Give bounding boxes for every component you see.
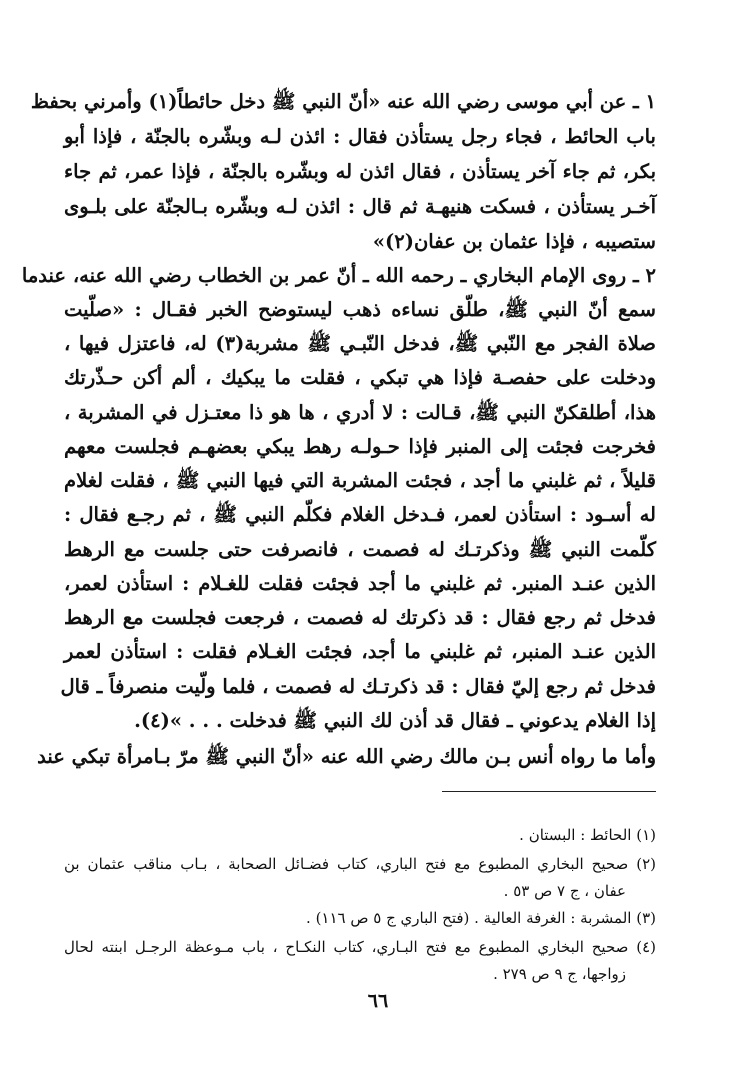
body-line: بكر، ثم جاء آخر يستأذن ، فقال ائذن له وبشّره بالجنّة ، فإذا عمر، ثم جاء (64, 160, 656, 183)
footnote-continuation: زواجها، ج ٩ ص ٢٧٩ . (493, 965, 626, 983)
body-line: وأما ما رواه أنس بـن مالك رضي الله عنه «أنّ النبي ﷺ مرّ بـامرأة تبكي عند (37, 745, 656, 768)
body-line: فدخل ثم رجع فقال : قد ذكرتك له فصمت ، فرجعت فجلست مع الرهط (64, 606, 656, 629)
footnote: (٤) صحيح البخاري المطبوع مع فتح البـاري، كتاب النكـاح ، باب مـوعظة الرجـل ابنته لحال (64, 938, 656, 956)
body-line: آخـر يستأذن ، فسكت هنيهـة ثم قال : ائذن لـه وبشّره بـالجنّة على بلـوى (64, 195, 656, 218)
body-line: الذين عنـد المنبر. ثم غلبني ما أجد فجئت فقلت للغـلام : استأذن لعمر، (64, 572, 656, 595)
footnote: (٢) صحيح البخاري المطبوع مع فتح الباري، كتاب فضـائل الصحابة ، بـاب مناقب عثمان بن (64, 855, 656, 873)
body-line: صلاة الفجر مع النّبي ﷺ، فدخل النّبـي ﷺ مشربة(٣) له، فاعتزل فيها ، (64, 332, 656, 355)
body-line: ٢ ـ روى الإمام البخاري ـ رحمه الله ـ أنّ عمر بن الخطاب رضي الله عنه، عندما (21, 264, 656, 287)
body-line: فخرجت فجئت إلى المنبر فإذا حـولـه رهط يبكي بعضهـم فجلست معهم (64, 435, 656, 458)
body-line: إذا الغلام يدعوني ـ فقال قد أذن لك النبي ﷺ فدخلت . . . »(٤). (134, 709, 656, 732)
footnote-divider (442, 791, 656, 792)
body-line: له أسـود : استأذن لعمر، فـدخل الغلام فكلّم النبي ﷺ ، ثم رجـع فقال : (64, 503, 656, 526)
body-line: ودخلت على حفصـة فإذا هي تبكي ، فقلت ما يبكيك ، ألم أكن حـذّرتك (64, 366, 656, 389)
footnote: (٣) المشربة : الغرفة العالية . (فتح الباري ج ٥ ص ١١٦) . (306, 909, 656, 927)
body-line: ١ ـ عن أبي موسى رضي الله عنه «أنّ النبي ﷺ دخل حائطاً(١) وأمرني بحفظ (30, 90, 656, 113)
body-line: فدخل ثم رجع إليّ فقال : قد ذكرتـك له فصمت ، فلما ولّيت منصرفاً ـ قال (60, 675, 656, 698)
body-line: كلّمت النبي ﷺ وذكرتـك له فصمت ، فانصرفت حتى جلست مع الرهط (64, 538, 656, 561)
body-line: سمع أنّ النبي ﷺ، طلّق نساءه ذهب ليستوضح الخبر فقـال : «صلّيت (64, 298, 656, 321)
body-line: باب الحائط ، فجاء رجل يستأذن فقال : ائذن لـه وبشّره بالجنّة ، فإذا أبو (64, 125, 656, 148)
page-number: ٦٦ (367, 990, 389, 1012)
body-line: قليلاً ، ثم غلبني ما أجد ، فجئت المشربة التي فيها النبي ﷺ ، فقلت لغلام (64, 469, 656, 492)
body-line: الذين عنـد المنبر، ثم غلبني ما أجد، فجئت الغـلام فقلت : استأذن لعمر (64, 640, 656, 663)
footnote: (١) الحائط : البستان . (519, 826, 656, 844)
body-line: ستصيبه ، فإذا عثمان بن عفان(٢)» (372, 230, 656, 253)
body-line: هذا، أطلقكنّ النبي ﷺ، قـالت : لا أدري ، ها هو ذا معتـزل في المشربة ، (64, 401, 656, 424)
footnote-continuation: عفان ، ج ٧ ص ٥٣ . (503, 882, 626, 900)
